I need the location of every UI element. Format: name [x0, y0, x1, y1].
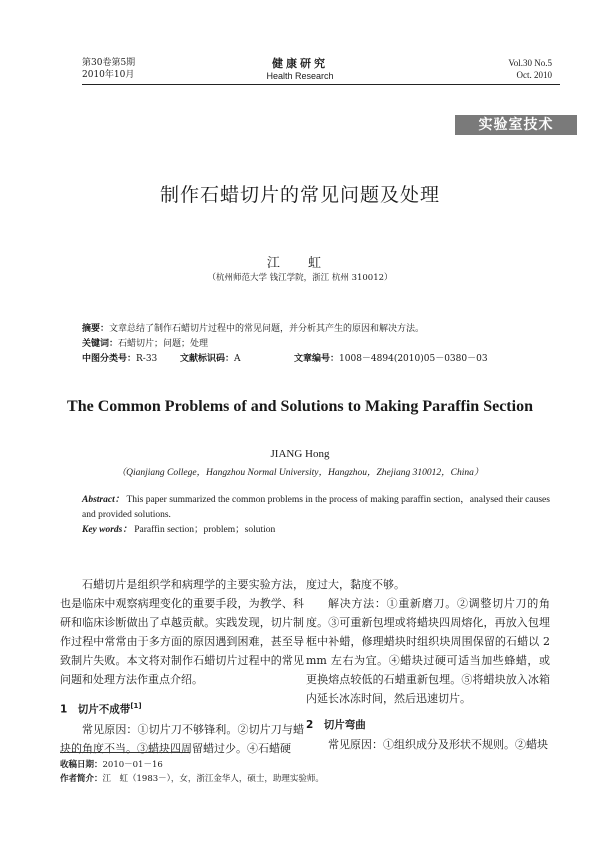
keywords-en-label: Key words：	[82, 525, 132, 535]
clc-label: 中图分类号：	[82, 354, 137, 364]
received-value: 2010－01－16	[102, 760, 163, 770]
footnote	[60, 758, 360, 786]
abstract-cn-text: 文章总结了制作石蜡切片过程中的常见问题，并分析其产生的原因和解决方法。	[109, 324, 425, 334]
article-no-label: 文章编号：	[294, 354, 340, 364]
section-2-paragraph: 常见原因：①组织成分及形状不规则。②蜡块	[328, 738, 548, 751]
journal-name-en: Health Research	[266, 71, 334, 81]
abstract-cn-label: 摘要：	[82, 324, 110, 334]
clc-field	[82, 352, 157, 367]
abstract-cn	[82, 322, 562, 367]
abstract-en-line	[82, 493, 562, 523]
abstract-cn-line	[82, 322, 562, 337]
author-bio-label: 作者简介：	[60, 774, 103, 784]
doc-code-label: 文献标识码：	[180, 354, 235, 364]
affiliation-en: （Qianjiang College，Hangzhou Normal University，Hangzhou，Zhejiang 310012，China）	[116, 468, 484, 478]
volume-cn: 第30卷第5期	[82, 58, 136, 68]
author-cn: 江 虹	[266, 256, 334, 271]
article-no-field	[294, 352, 488, 367]
date-en: Oct. 2010	[516, 70, 552, 80]
author-bio-line	[60, 772, 360, 786]
intro-paragraph: 石蜡切片是组织学和病理学的主要实验方法，也是临床中观察病理变化的重要手段，为教学、科研和临床诊断做出了卓越贡献。实践发现，切片制作过程中常常由于多方面的原因遇到困难，甚至导致制片失败。本文将对制作石蜡切片过程中的常见问题和处理方法作重点介绍。	[60, 578, 304, 686]
keywords-en-text: Paraffin section；problem；solution	[134, 525, 276, 535]
body-right-column	[306, 575, 550, 754]
author-bio-value: 江 虹（1983－），女，浙江金华人，硕士，助理实验师。	[102, 774, 324, 784]
header-rule	[82, 84, 560, 85]
keywords-en-line	[82, 523, 562, 538]
keywords-cn-text: 石蜡切片；问题；处理	[118, 339, 209, 349]
section-badge: 实验室技术	[455, 115, 577, 135]
abstract-en	[82, 493, 562, 538]
journal-name-cn: 健康研究	[272, 57, 328, 70]
body-left-column	[60, 575, 304, 758]
header-right	[508, 57, 552, 81]
received-label: 收稿日期：	[60, 760, 103, 770]
solution-paragraph: 解决方法：①重新磨刀。②调整切片刀的角度。③可重新包埋或将蜡块四周熔化，再放入包埋框中补蜡，修理蜡块时组织块周围保留的石蜡以 2 mm 左右为宜。④蜡块过硬可适当加些蜂蜡，或更换熔点较低的石蜡重新包埋。⑤将蜡块放入冰箱内延长冰冻时间，然后迅速切片。	[306, 597, 550, 705]
section-1-paragraph: 常见原因：①切片刀不够锋利。②切片刀与蜡块的角度不当。③蜡块四周留蜡过少。④石蜡硬	[60, 722, 304, 755]
abstract-en-label: Abstract：	[82, 495, 125, 505]
section-1-ref: [1]	[130, 702, 142, 710]
section-2-heading: 2 切片弯曲	[306, 719, 366, 731]
author-en: JIANG Hong	[270, 448, 330, 460]
article-title-cn: 制作石蜡切片的常见问题及处理	[159, 184, 440, 206]
doc-code-value: A	[234, 354, 241, 364]
affiliation-cn: （杭州师范大学 钱江学院，浙江 杭州 310012）	[207, 273, 393, 283]
clc-value: R-33	[136, 354, 158, 364]
abstract-en-text: This paper summarized the common problems in the process of making paraffin section，analysed their causes and provided solutions.	[82, 495, 550, 520]
keywords-cn-label: 关键词：	[82, 339, 119, 349]
volume-en: Vol.30 No.5	[508, 58, 552, 68]
date-cn: 2010年10月	[82, 70, 135, 80]
footnote-rule	[60, 752, 190, 753]
section-1-title: 1 切片不成带	[60, 703, 131, 716]
article-no-value: 1008－4894(2010)05－0380－03	[339, 354, 488, 364]
keywords-cn-line	[82, 337, 562, 352]
article-title-en: The Common Problems of and Solutions to Making Paraffin Section	[67, 398, 533, 415]
doc-code-field	[180, 352, 241, 367]
classification-line	[82, 352, 562, 367]
continued-paragraph: 度过大，黏度不够。	[306, 578, 405, 591]
section-1-heading	[60, 697, 304, 720]
received-line	[60, 758, 360, 772]
